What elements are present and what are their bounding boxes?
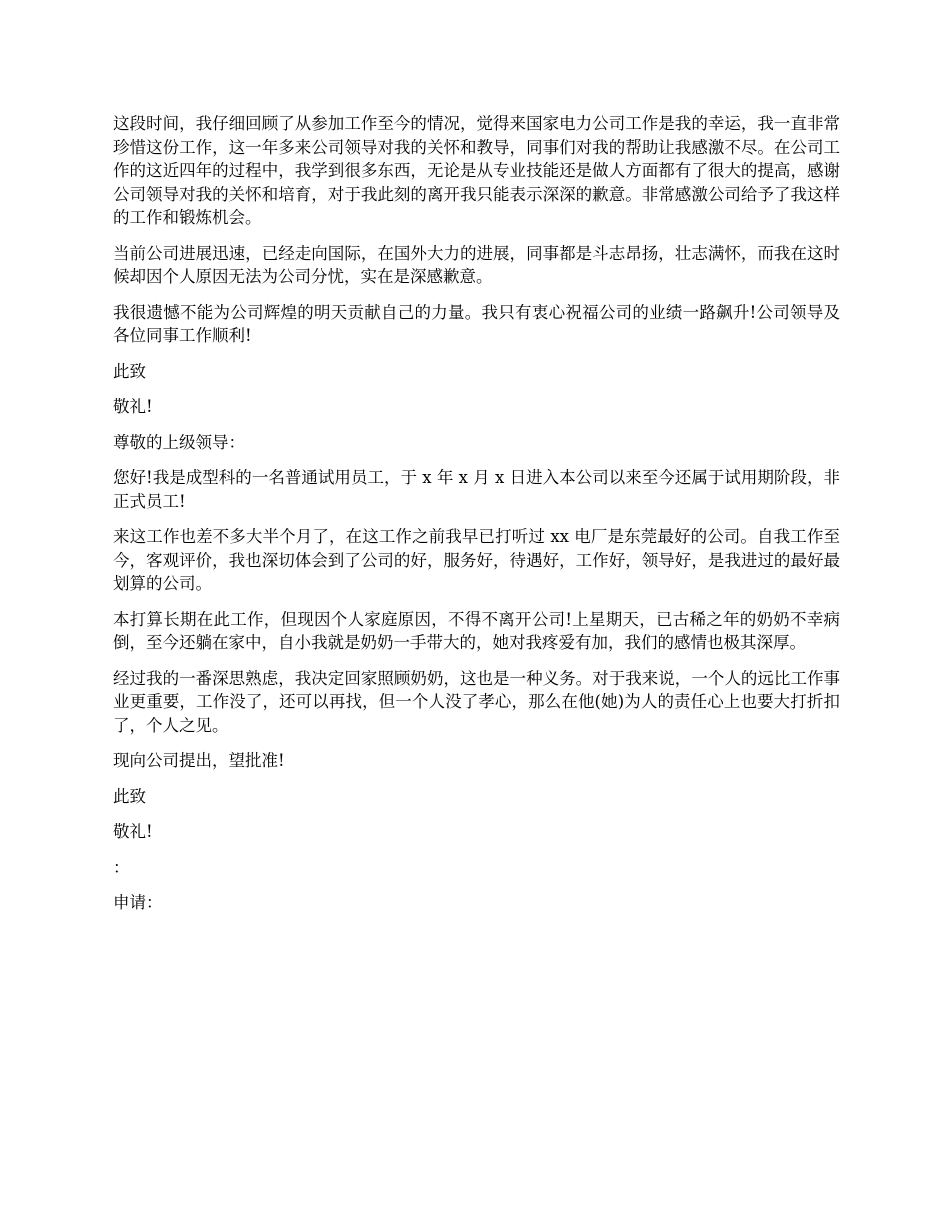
paragraph-work-experience: 来这工作也差不多大半个月了，在这工作之前我早已打听过 xx 电厂是东莞最好的公司。自我工作至今，客观评价，我也深切体会到了公司的好，服务好，待遇好，工作好，领导好，是我进过的最好最划算的公司。	[113, 527, 840, 593]
letter-greeting: 尊敬的上级领导：	[113, 432, 245, 452]
closing-regards-2: 敬礼!	[113, 822, 153, 841]
paragraph-family-reason: 本打算长期在此工作，但现因个人家庭原因，不得不离开公司!上星期天，已古稀之年的奶奶不幸病倒，至今还躺在家中，自小我就是奶奶一手带大的，她对我疼爱有加，我们的感情也极其深厚。	[113, 609, 840, 652]
paragraph-regret: 我很遗憾不能为公司辉煌的明天贡献自己的力量。我只有衷心祝福公司的业绩一路飙升!公司领导及各位同事工作顺利!	[113, 302, 840, 345]
closing-salutation-2: 此致	[113, 786, 146, 806]
paragraph-request: 现向公司提出，望批准!	[113, 751, 285, 770]
document-body	[113, 112, 840, 927]
applicant-label: 申请：	[113, 893, 163, 912]
paragraph-gratitude: 这段时间，我仔细回顾了从参加工作至今的情况，觉得来国家电力公司工作是我的幸运，我一直非常珍惜这份工作，这一年多来公司领导对我的关怀和教导，同事们对我的帮助让我感激不尽。在公司工作的这近四年的过程中，我学到很多东西，无论是从专业技能还是做人方面都有了很大的提高，感谢公司领导对我的关怀和培育，对于我此刻的离开我只能表示深深的歉意。非常感激公司给予了我这样的工作和锻炼机会。	[113, 114, 840, 227]
closing-regards: 敬礼!	[113, 397, 153, 416]
closing-salutation: 此致	[113, 361, 146, 381]
paragraph-company-progress: 当前公司进展迅速，已经走向国际，在国外大力的进展，同事都是斗志昂扬，壮志满怀，而我在这时候却因个人原因无法为公司分忧，实在是深感歉意。	[113, 243, 840, 286]
paragraph-introduction: 您好!我是成型科的一名普通试用员工，于 x 年 x 月 x 日进入本公司以来至今还属于试用期阶段，非正式员工!	[113, 468, 840, 511]
signature-colon: ：	[113, 857, 130, 877]
paragraph-decision: 经过我的一番深思熟虑，我决定回家照顾奶奶，这也是一种义务。对于我来说，一个人的远比工作事业更重要，工作没了，还可以再找，但一个人没了孝心，那么在他(她)为人的责任心上也要大打折扣了，个人之见。	[113, 668, 840, 735]
